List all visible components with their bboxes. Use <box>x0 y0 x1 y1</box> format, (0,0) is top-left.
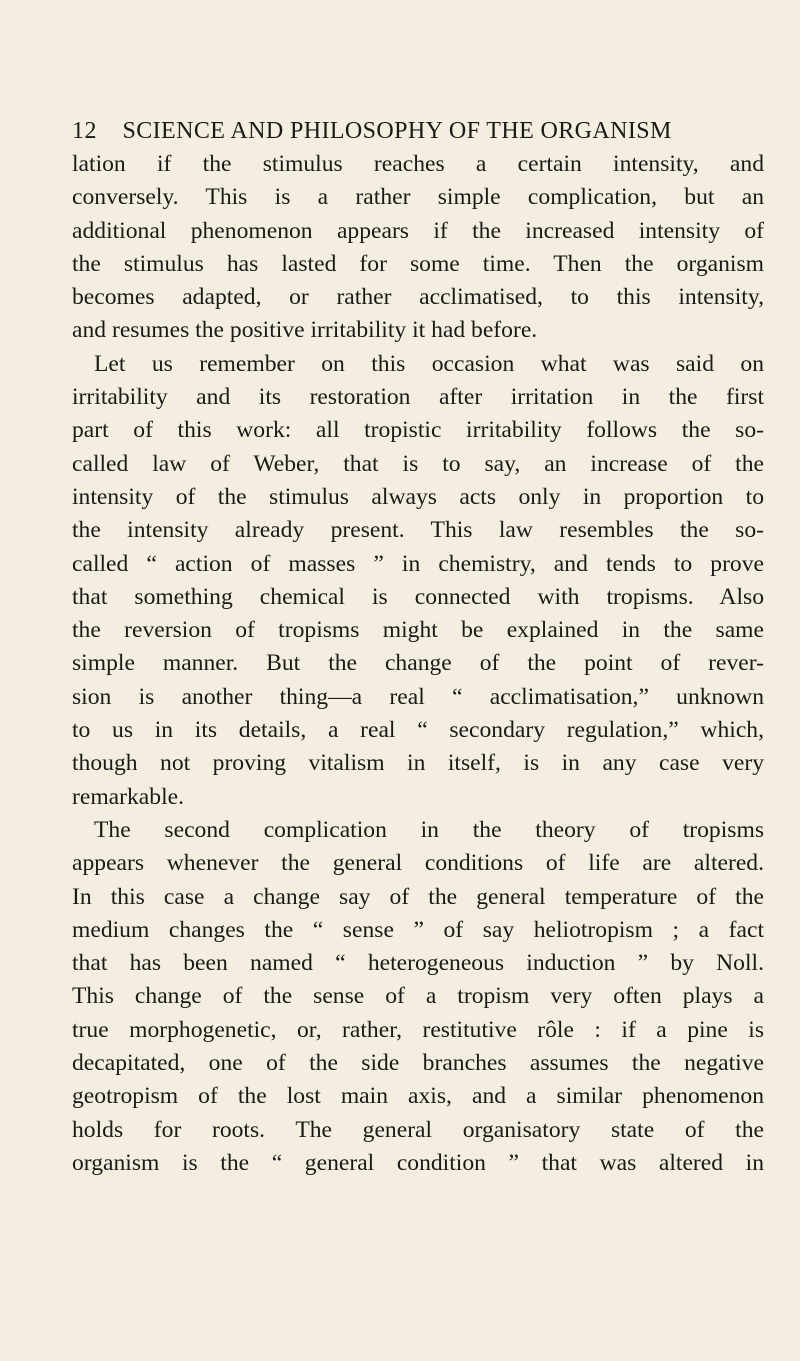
text-line: decapitated, one of the side branches assumes the negative <box>72 1050 764 1077</box>
running-title: SCIENCE AND PHILOSOPHY OF THE ORGANISM <box>122 118 672 144</box>
text-line: lation if the stimulus reaches a certain intensity, and <box>72 151 764 177</box>
page-number: 12 <box>72 118 97 144</box>
text-line: In this case a change say of the general temperature of the <box>72 883 764 910</box>
text-line: conversely. This is a rather simple complication, but an <box>72 184 764 211</box>
text-line: simple manner. But the change of the point of rever- <box>72 650 764 677</box>
text-line: part of this work: all tropistic irritability follows the so- <box>72 417 764 444</box>
text-line: called “ action of masses ” in chemistry, and tends to prove <box>72 550 764 577</box>
text-line: and resumes the positive irritability it had before. <box>72 317 538 344</box>
text-line: organism is the “ general condition ” that was altered in <box>72 1149 764 1176</box>
text-line: the stimulus has lasted for some time. Then the organism <box>72 250 764 277</box>
text-line: appears whenever the general conditions of life are altered. <box>72 850 764 877</box>
running-head <box>72 118 762 152</box>
text-line: called law of Weber, that is to say, an increase of the <box>72 450 764 477</box>
text-line: to us in its details, a real “ secondary regulation,” which, <box>72 717 764 744</box>
text-line: This change of the sense of a tropism very often plays a <box>72 983 764 1010</box>
text-line: geotropism of the lost main axis, and a similar phenomenon <box>72 1083 764 1110</box>
text-line: becomes adapted, or rather acclimatised, to this intensity, <box>72 284 764 311</box>
text-line: remarkable. <box>72 783 185 810</box>
text-line: holds for roots. The general organisatory state of the <box>72 1116 764 1143</box>
text-line: though not proving vitalism in itself, is in any case very <box>72 750 764 777</box>
text-line: true morphogenetic, or, rather, restitutive rôle : if a pine is <box>72 1016 764 1043</box>
text-line: sion is another thing—a real “ acclimatisation,” unknown <box>72 683 764 710</box>
body-text <box>72 148 764 1180</box>
text-line: that something chemical is connected with tropisms. Also <box>72 583 764 610</box>
text-line: The second complication in the theory of tropisms <box>94 816 764 843</box>
text-line: the reversion of tropisms might be explained in the same <box>72 617 764 644</box>
text-line: irritability and its restoration after irritation in the first <box>72 384 764 411</box>
text-line: additional phenomenon appears if the increased intensity of <box>72 217 764 244</box>
text-line: intensity of the stimulus always acts only in proportion to <box>72 483 764 510</box>
text-line: the intensity already present. This law resembles the so- <box>72 517 764 544</box>
text-line: that has been named “ heterogeneous induction ” by Noll. <box>72 950 764 977</box>
text-line: Let us remember on this occasion what was said on <box>94 350 764 377</box>
text-line: medium changes the “ sense ” of say heliotropism ; a fact <box>72 916 764 943</box>
